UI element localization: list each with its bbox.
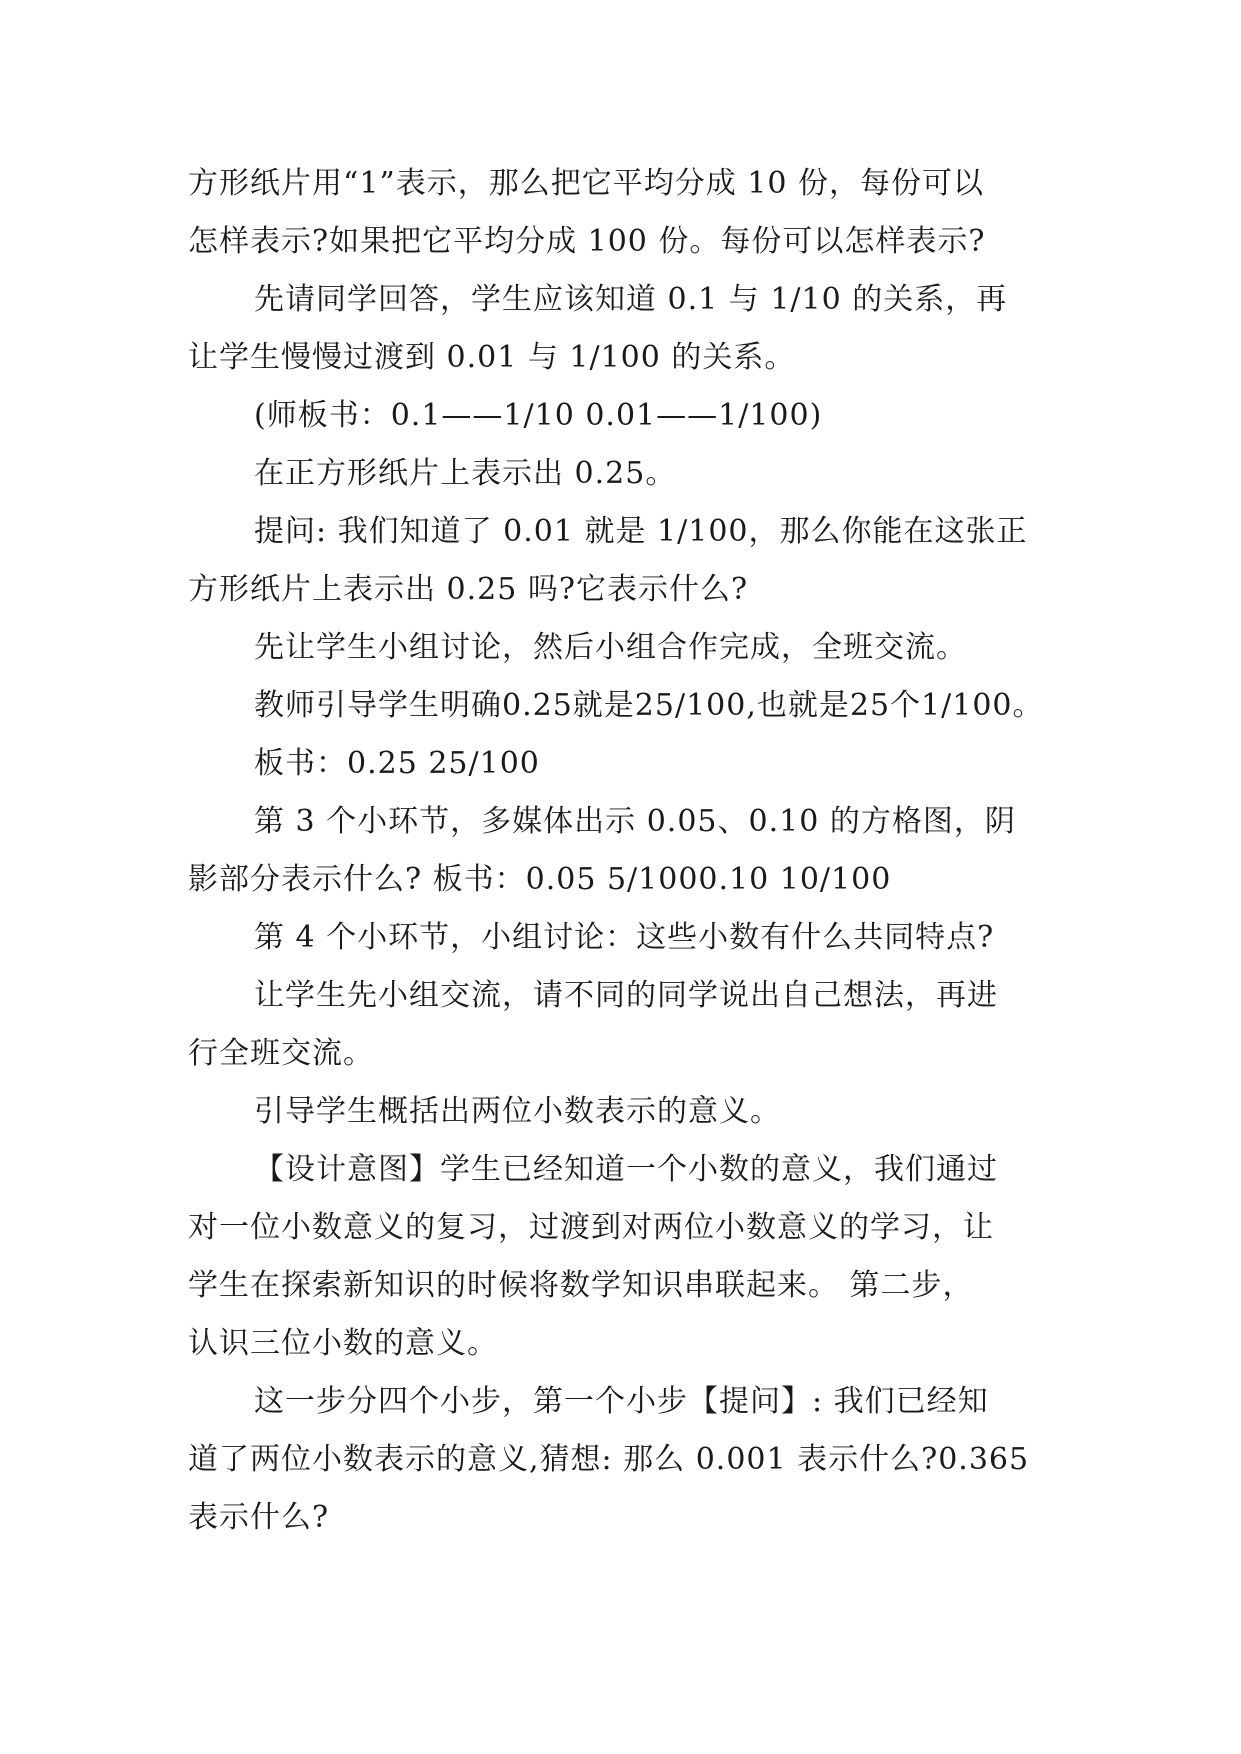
text-line: 第 3 个小环节，多媒体出示 0.05、0.10 的方格图，阴 bbox=[254, 804, 1016, 839]
text-line: 学生在探索新知识的时候将数学知识串联起来。 第二步， bbox=[188, 1268, 974, 1303]
text-line: 表示什么? bbox=[188, 1500, 330, 1535]
text-line: 认识三位小数的意义。 bbox=[188, 1326, 498, 1361]
text-line: 第 4 个小环节，小组讨论：这些小数有什么共同特点? bbox=[254, 920, 995, 955]
text-line: 对一位小数意义的复习，过渡到对两位小数意义的学习，让 bbox=[188, 1210, 994, 1245]
text-line: 怎样表示?如果把它平均分成 100 份。每份可以怎样表示? bbox=[188, 224, 986, 259]
text-line: 教师引导学生明确0.25就是25/100,也就是25个1/100。 bbox=[254, 688, 1044, 723]
text-line: 【设计意图】学生已经知道一个小数的意义，我们通过 bbox=[254, 1152, 998, 1187]
text-line: 在正方形纸片上表示出 0.25。 bbox=[254, 456, 677, 491]
text-line: 让学生慢慢过渡到 0.01 与 1/100 的关系。 bbox=[188, 340, 796, 375]
text-line: 影部分表示什么? 板书：0.05 5/1000.10 10/100 bbox=[188, 862, 892, 897]
text-line: 方形纸片上表示出 0.25 吗?它表示什么? bbox=[188, 572, 749, 607]
document-page bbox=[188, 155, 1058, 1547]
text-line: 道了两位小数表示的意义,猜想: 那么 0.001 表示什么?0.365 bbox=[188, 1442, 1030, 1477]
text-line: 行全班交流。 bbox=[188, 1036, 374, 1071]
text-line: 板书：0.25 25/100 bbox=[254, 746, 540, 781]
text-line: (师板书：0.1——1/10 0.01——1/100) bbox=[254, 398, 823, 433]
text-line: 这一步分四个小步，第一个小步【提问】: 我们已经知 bbox=[254, 1384, 989, 1419]
text-line: 提问: 我们知道了 0.01 就是 1/100，那么你能在这张正 bbox=[254, 514, 1028, 549]
text-line: 方形纸片用“1”表示，那么把它平均分成 10 份，每份可以 bbox=[188, 166, 985, 201]
text-line: 先请同学回答，学生应该知道 0.1 与 1/10 的关系，再 bbox=[254, 282, 1008, 317]
text-line: 引导学生概括出两位小数表示的意义。 bbox=[254, 1094, 781, 1129]
body-text bbox=[188, 155, 1058, 1547]
text-line: 让学生先小组交流，请不同的同学说出自己想法，再进 bbox=[254, 978, 998, 1013]
text-line: 先让学生小组讨论，然后小组合作完成，全班交流。 bbox=[254, 630, 967, 665]
